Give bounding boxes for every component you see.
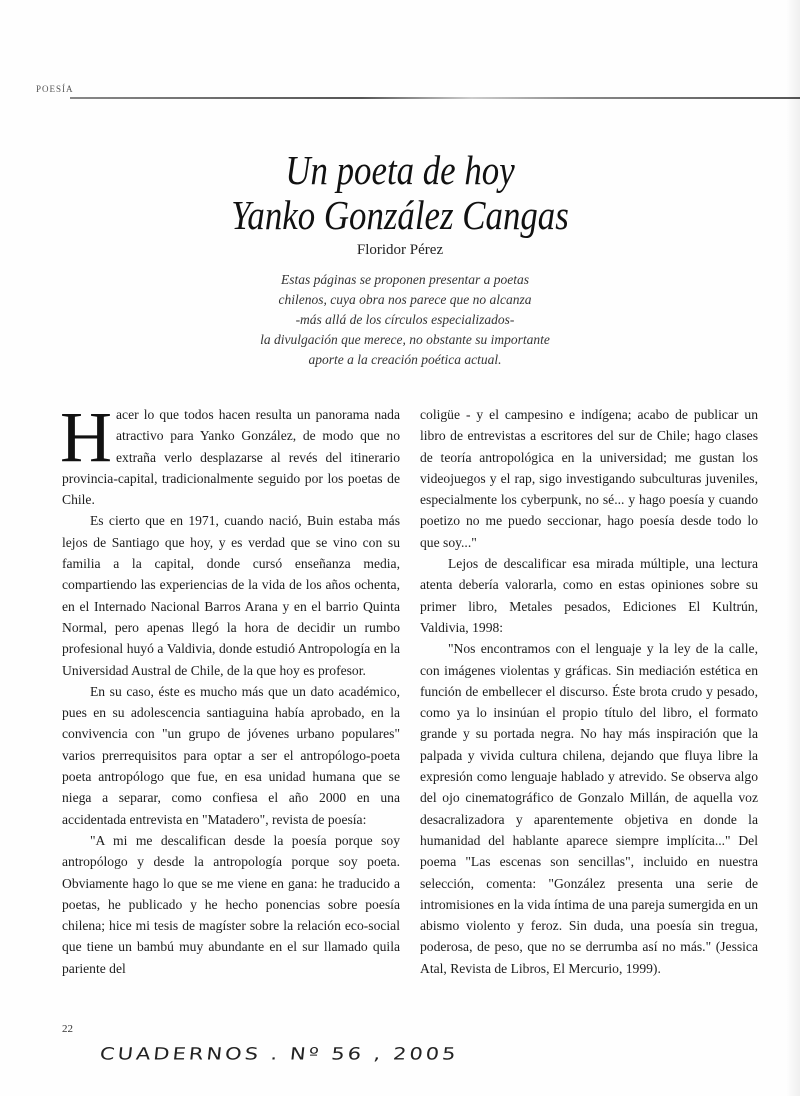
paragraph: En su caso, éste es mucho más que un dato académico, pues en su adolescencia santiaguina había aprobado, en la convivencia con "un grupo de jóvenes urbano populares" varios prerrequisitos para optar a ser el antropólogo-poeta poeta antropólogo que fue, en esa unidad humana que se niega a separar, como confiesa el año 2000 en una accidentada entrevista en "Matadero", revista de poesía:	[62, 683, 400, 827]
title-line-1: Un poeta de hoy	[285, 147, 515, 193]
epigraph	[200, 270, 610, 370]
header-rule	[70, 97, 800, 99]
paragraph: "A mi me descalifican desde la poesía porque soy antropólogo y desde la antropología porque soy poeta. Obviamente hago lo que se me viene en gana: he traducido a poetas, he publicado y he hecho ponencias sobre poesía chilena; hice mi tesis de magíster sobre la relación eco-social que tiene un bambú muy abundante en el sur llamado quila pariente del	[62, 832, 400, 976]
section-label: POESÍA	[36, 84, 74, 94]
article-title	[60, 148, 740, 238]
left-column	[60, 397, 400, 979]
epigraph-line: aporte a la creación poética actual.	[308, 352, 502, 367]
paragraph: Hacer lo que todos hacen resulta un panorama nada atractivo para Yanko González, de modo que no extraña verlo desplazarse al revés del itinerario provincia-capital, tradicionalmente seguido por los poetas de Chile.	[60, 397, 400, 508]
title-line-2: Yanko González Cangas	[231, 192, 569, 238]
epigraph-line: chilenos, cuya obra nos parece que no alcanza	[278, 292, 532, 307]
epigraph-line: -más allá de los círculos especializados-	[295, 312, 515, 327]
paragraph: "Nos encontramos con el lenguaje y la ley de la calle, con imágenes violentas y gráficas. Sin mediación estética en función de embellecer el discurso. Éste brota crudo y pesado, como ya lo insinúan el propio título del libro, el formato grande y su portada negra. No hay más inspiración que la palpada y vivida cultura chilena, dejando que fluya libre la expresión como lenguaje hablado y atrevido. Se observa algo del ojo cinematográfico de Gonzalo Millán, de aquella voz desacralizadora y aparentemente objetiva en donde la humanidad del hablante aparece siempre implícita..." Del poema "Las escenas son sencillas", incluido en nuestra selección, comenta: "González presenta una serie de intromisiones en la vida íntima de una pareja sumergida en un abismo violento y feroz. Sin duda, una poesía sin tregua, poderosa, de peso, que no se derrumba así no más." (Jessica Atal, Revista de Libros, El Mercurio, 1999).	[420, 641, 758, 976]
drop-cap: H	[60, 397, 112, 477]
page-number: 22	[62, 1023, 73, 1035]
paragraph: Lejos de descalificar esa mirada múltiple, una lectura atenta debería valorarla, como en estas opiniones sobre su primer libro, Metales pesados, Ediciones El Kultrún, Valdivia, 1998:	[420, 556, 758, 635]
epigraph-line: la divulgación que merece, no obstante su importante	[260, 332, 550, 347]
right-column	[420, 404, 758, 979]
page-edge-shadow	[786, 0, 800, 1096]
paragraph: coligüe - y el campesino e indígena; acabo de publicar un libro de entrevistas a escritores del sur de Chile; hago clases de teoría antropológica en la universidad; me gustan los videojuegos y el rap, sigo investigando subculturas juveniles, especialmente los cyberpunk, no sé... y hago poesía y cuando poetizo no me puedo seccionar, hago poesía desde todo lo que soy..."	[420, 407, 758, 550]
handwritten-note: CUADERNOS . Nº 56 , 2005	[98, 1044, 460, 1064]
paragraph: Es cierto que en 1971, cuando nació, Buin estaba más lejos de Santiago que hoy, y es verdad que se vino con su familia a la capital, donde cursó enseñanza media, compartiendo las experiencias de la vida de los años ochenta, en el Internado Nacional Barros Arana y en el barrio Quinta Normal, pero apenas llegó la hora de decidir un rumbo profesional huyó a Valdivia, donde estudió Antropología en la Universidad Austral de Chile, de la que hoy es profesor.	[62, 513, 400, 678]
epigraph-line: Estas páginas se proponen presentar a poetas	[281, 272, 529, 287]
author-byline: Floridor Pérez	[356, 242, 444, 258]
